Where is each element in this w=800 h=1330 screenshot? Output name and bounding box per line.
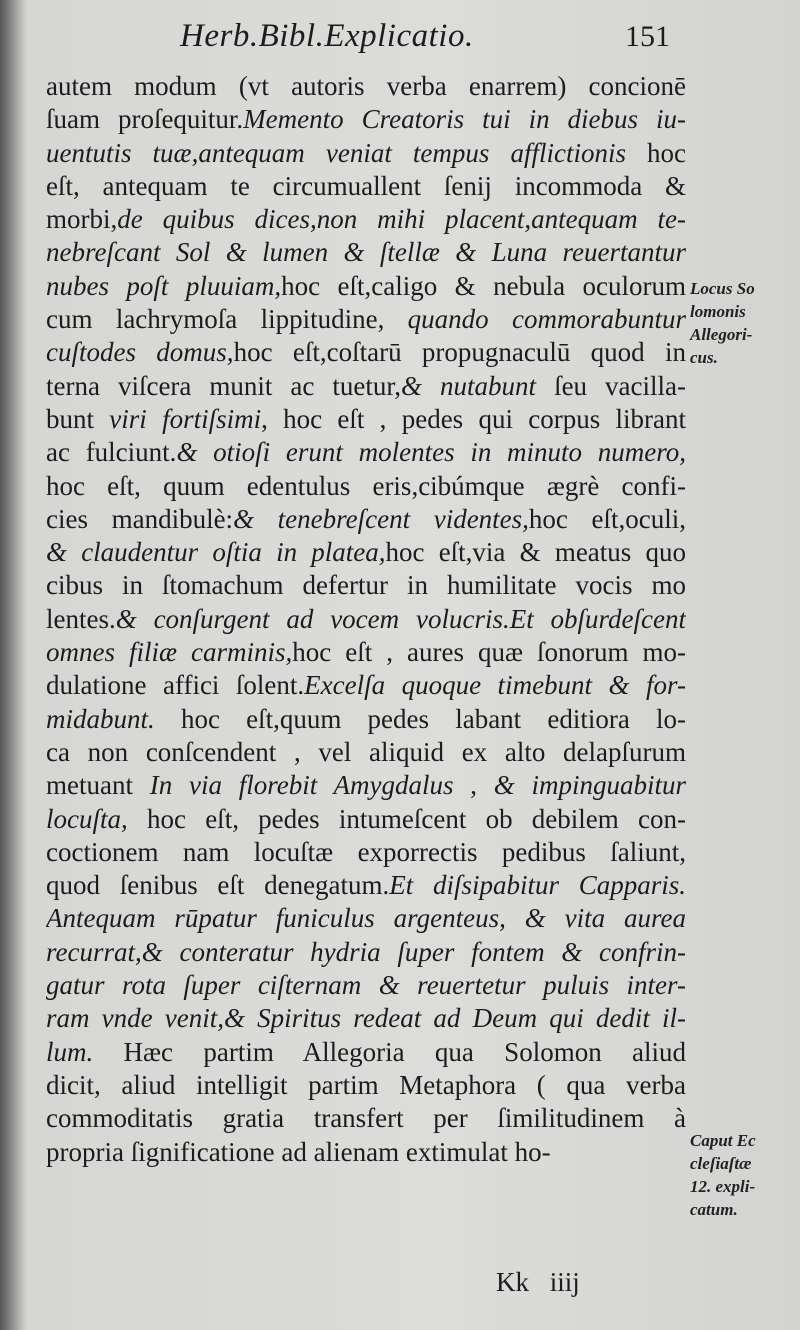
italic-segment: quando commorabuntur <box>407 304 686 335</box>
roman-segment: hoc eſt, pedes intumeſcent ob debilem con- <box>127 803 686 834</box>
roman-segment: hoc eſt,via & meatus quo <box>385 537 686 568</box>
text-line <box>46 703 686 736</box>
text-line <box>46 803 686 836</box>
roman-segment: ſeu vacilla- <box>536 370 686 401</box>
margin-note-line: lomonis <box>690 302 746 321</box>
text-line <box>46 103 686 136</box>
roman-segment: hoc <box>625 137 686 168</box>
text-line <box>46 270 686 303</box>
text-line <box>46 969 686 1002</box>
text-line <box>46 936 686 969</box>
text-line <box>46 902 686 935</box>
roman-segment: ca non conſcendent , vel aliquid ex alto delapſurum <box>46 736 686 767</box>
text-line <box>46 536 686 569</box>
text-line <box>46 436 686 469</box>
roman-segment: lentes. <box>46 603 116 634</box>
text-line <box>46 70 686 103</box>
roman-segment: dicit, aliud intelligit partim Metaphora ( qua verba <box>46 1069 686 1100</box>
page-number: 151 <box>625 20 670 53</box>
roman-segment: hoc eſt,coſtarū propugnaculū quod in <box>233 337 686 368</box>
text-line <box>46 1036 686 1069</box>
roman-segment: , <box>453 770 494 801</box>
text-line <box>46 336 686 369</box>
margin-note-line: Allegori- <box>690 325 753 344</box>
italic-segment: Excelſa quoque timebunt & for- <box>304 670 686 701</box>
roman-segment: hoc eſt, quum edentulus eris,cibúmque ægrè confi- <box>46 470 686 501</box>
gutter-shadow <box>0 0 28 1330</box>
italic-segment: recurrat,& conteratur hydria ſuper fontem & confrin- <box>46 936 686 967</box>
text-line <box>46 836 686 869</box>
italic-segment: omnes filiæ carminis, <box>46 637 293 668</box>
roman-segment: cum lachrymoſa lippitudine, <box>46 304 408 335</box>
roman-segment: ſuam proſequitur. <box>46 104 244 135</box>
roman-segment: dulatione affici ſolent. <box>46 670 305 701</box>
italic-segment: Memento Creatoris tui in diebus iu- <box>243 104 686 135</box>
roman-segment: terna viſcera munit ac tuetur, <box>46 370 402 401</box>
margin-note-line: catum. <box>690 1200 738 1219</box>
text-line <box>46 236 686 269</box>
roman-segment: eſt, antequam te circumuallent ſenij incommoda & <box>46 170 686 201</box>
roman-segment: metuant <box>46 770 150 801</box>
roman-segment: coctionem nam locuſtæ exporrectis pedibus ſaliunt, <box>46 836 686 867</box>
roman-segment: hoc eſt,quum pedes labant editiora lo- <box>154 703 686 734</box>
margin-note-line: Locus So <box>690 279 755 298</box>
italic-segment: ram vnde venit,& Spiritus redeat ad Deum qui dedit il- <box>46 1003 686 1034</box>
italic-segment: gatur rota ſuper ciſternam & reuertetur puluis inter- <box>46 970 686 1001</box>
margin-note-line: 12. expli- <box>690 1177 756 1196</box>
roman-segment: bunt <box>46 403 110 434</box>
text-line <box>46 1136 686 1169</box>
text-line <box>46 503 686 536</box>
italic-segment: & claudentur oſtia in platea, <box>46 537 386 568</box>
margin-note-line: cus. <box>690 348 718 367</box>
roman-segment: hoc eſt , aures quæ ſonorum mo- <box>292 637 686 668</box>
roman-segment: morbi, <box>46 204 118 235</box>
margin-note-locus <box>690 277 798 369</box>
italic-segment: Et diſsipabitur Capparis. <box>389 870 686 901</box>
text-line <box>46 636 686 669</box>
italic-segment: lum. <box>46 1036 94 1067</box>
text-line <box>46 1069 686 1102</box>
italic-segment: & tenebreſcent videntes, <box>233 503 529 534</box>
margin-note-line: Caput Ec <box>690 1131 756 1150</box>
body-text <box>46 70 686 1169</box>
italic-segment: & impinguabitur <box>493 770 686 801</box>
text-line <box>46 470 686 503</box>
italic-segment: nebreſcant Sol & lumen & ſtellæ & Luna reuertantur <box>46 237 686 268</box>
italic-segment: In via florebit Amygdalus <box>149 770 454 801</box>
text-line <box>46 669 686 702</box>
italic-segment: & otioſi erunt molentes in minuto numero, <box>176 437 686 468</box>
italic-segment: de quibus dices,non mihi placent,antequam te- <box>117 204 686 235</box>
text-line <box>46 303 686 336</box>
text-line <box>46 403 686 436</box>
text-line <box>46 170 686 203</box>
italic-segment: cuſtodes domus, <box>46 337 234 368</box>
text-line <box>46 869 686 902</box>
text-line <box>46 769 686 802</box>
italic-segment: viri fortiſsimi <box>109 403 262 434</box>
italic-segment: & conſurgent ad vocem volucris.Et obſurdeſcent <box>115 603 686 634</box>
italic-segment: midabunt. <box>46 703 155 734</box>
text-line <box>46 137 686 170</box>
italic-segment: nubes poſt pluuiam, <box>46 270 282 301</box>
text-line <box>46 1102 686 1135</box>
roman-segment: hoc eſt,oculi, <box>528 503 686 534</box>
page-header <box>180 14 680 62</box>
running-title: Herb.Bibl.Explicatio. <box>180 18 474 54</box>
roman-segment: Hæc partim Allegoria qua Solomon aliud <box>93 1036 686 1067</box>
text-line <box>46 203 686 236</box>
text-line <box>46 370 686 403</box>
roman-segment: quod ſenibus eſt denegatum. <box>46 870 390 901</box>
italic-segment: Antequam rūpatur funiculus argenteus, & vita aurea <box>46 903 686 934</box>
roman-segment: ac fulciunt. <box>46 437 177 468</box>
roman-segment: hoc eſt,caligo & nebula oculorum <box>281 270 686 301</box>
roman-segment: cies mandibulè: <box>46 503 234 534</box>
roman-segment: cibus in ſtomachum defertur in humilitate vocis mo <box>46 570 686 601</box>
margin-note-line: cleſiaſtæ <box>690 1154 752 1173</box>
italic-segment: & nutabunt <box>401 370 537 401</box>
roman-segment: propria ſignificatione ad alienam extimulat ho- <box>46 1136 551 1167</box>
margin-note-caput <box>690 1129 798 1221</box>
text-line <box>46 569 686 602</box>
roman-segment: autem modum (vt autoris verba enarrem) concionē <box>46 71 686 101</box>
text-line <box>46 1002 686 1035</box>
text-line <box>46 736 686 769</box>
italic-segment: locuſta, <box>46 803 128 834</box>
roman-segment: commoditatis gratia transfert per ſimilitudinem à <box>46 1103 686 1134</box>
text-line <box>46 603 686 636</box>
roman-segment: , hoc eſt , pedes qui corpus librant <box>261 403 686 434</box>
italic-segment: uentutis tuæ,antequam veniat tempus afflictionis <box>46 137 626 168</box>
catchword-signature: Kk iiij <box>496 1267 580 1297</box>
